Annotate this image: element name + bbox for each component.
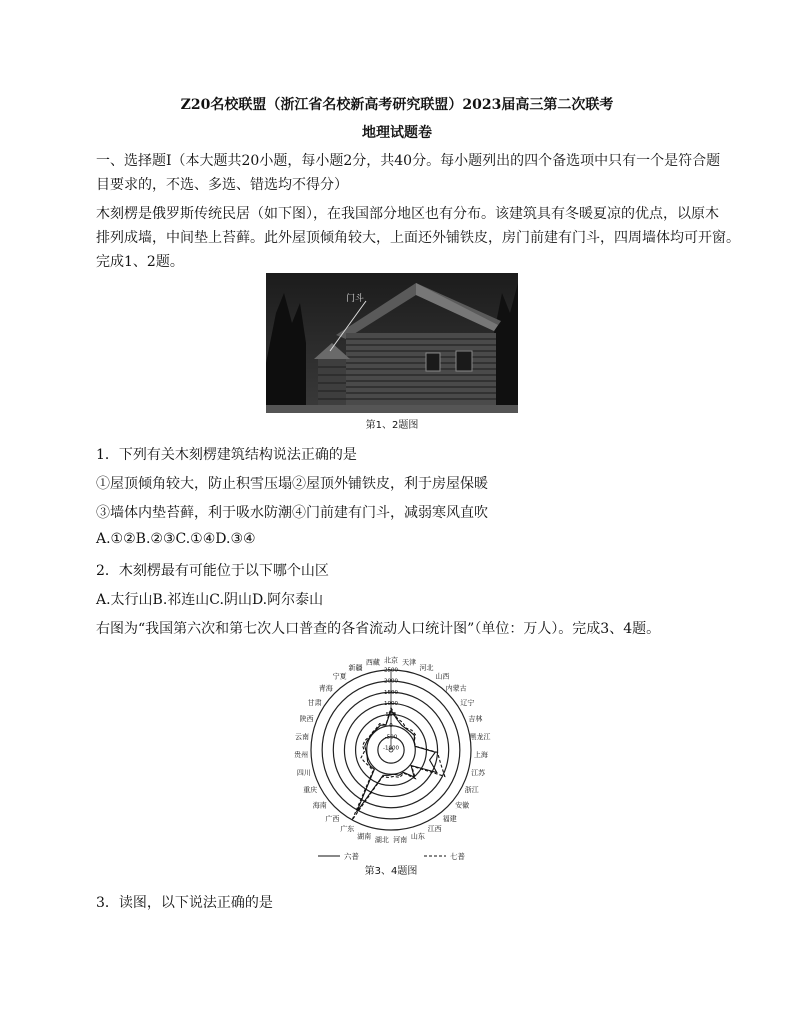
radar-tick-label: 500 <box>385 712 397 719</box>
radar-tick-label: 1000 <box>384 700 398 707</box>
radar-category-label: 甘肃 <box>307 698 322 707</box>
radar-category-label: 天津 <box>402 658 417 667</box>
q3-stem: 3．读图，以下说法正确的是 <box>96 895 273 911</box>
radar-category-label: 贵州 <box>294 751 309 760</box>
radar-category-label: 辽宁 <box>460 698 475 707</box>
radar-category-label: 云南 <box>295 732 309 741</box>
radar-category-label: 福建 <box>442 814 457 823</box>
log-house-illustration <box>266 273 518 413</box>
q1-choices: A.①②B.②③C.①④D.③④ <box>96 531 256 547</box>
radar-category-label: 浙江 <box>464 786 479 795</box>
legend-label: 六普 <box>344 852 359 861</box>
figure1-caption: 第1、2题图 <box>365 420 419 431</box>
section-heading-line2: 目要求的，不选、多选、错选均不得分） <box>96 177 348 193</box>
radar-category-label: 黑龙江 <box>469 732 491 741</box>
passage2-text: 右图为“我国第六次和第七次人口普查的各省流动人口统计图”（单位：万人）。完成3、4题。 <box>96 621 661 637</box>
radar-category-label: 河南 <box>393 836 408 844</box>
radar-category-label: 吉林 <box>468 715 483 724</box>
radar-tick-label: 1500 <box>384 689 398 696</box>
radar-category-label: 安徽 <box>455 801 470 810</box>
log-house-photo <box>266 273 518 413</box>
radar-category-label: 河北 <box>419 663 434 672</box>
radar-category-label: 上海 <box>473 751 488 760</box>
radar-category-label: 西藏 <box>365 658 380 667</box>
q2-choices: A.太行山B.祁连山C.阴山D.阿尔泰山 <box>96 592 324 608</box>
q1-options-line2: ③墙体内垫苔藓，利于吸水防潮④门前建有门斗，减弱寒风直吹 <box>96 505 488 521</box>
porch-label: 门斗 <box>346 294 365 304</box>
radar-category-label: 宁夏 <box>332 672 347 681</box>
radar-category-label: 湖北 <box>374 836 389 844</box>
radar-category-label: 北京 <box>384 656 398 665</box>
radar-category-label: 新疆 <box>348 663 363 672</box>
radar-category-label: 山西 <box>435 672 450 681</box>
passage1-line2: 排列成墙，中间垫上苔藓。此外屋顶倾角较大，上面还外铺铁皮，房门前建有门斗，四周墙体均可开窗。 <box>96 230 740 246</box>
radar-category-label: 江苏 <box>471 769 486 778</box>
population-radar-chart <box>256 646 526 876</box>
radar-category-label: 湖南 <box>357 832 372 841</box>
q2-stem: 2．木刻楞最有可能位于以下哪个山区 <box>96 563 329 579</box>
q1-stem: 1．下列有关木刻楞建筑结构说法正确的是 <box>96 447 357 463</box>
passage1-line3: 完成1、2题。 <box>96 254 184 270</box>
passage1-line1: 木刻楞是俄罗斯传统民居（如下图），在我国部分地区也有分布。该建筑具有冬暖夏凉的优点，以原木 <box>96 206 719 222</box>
section-heading-line1: 一、选择题Ⅰ（本大题共20小题，每小题2分，共40分。每小题列出的四个备选项中只有一个是符合题 <box>96 153 721 169</box>
radar-category-label: 广西 <box>325 814 340 823</box>
q1-options-line1: ①屋顶倾角较大，防止积雪压塌②屋顶外铺铁皮，利于房屋保暖 <box>96 476 488 492</box>
radar-category-label: 陕西 <box>299 715 314 724</box>
radar-tick-label: 2000 <box>384 678 398 685</box>
legend-label: 七普 <box>450 852 465 861</box>
radar-category-label: 四川 <box>296 769 311 778</box>
radar-tick-label: 2500 <box>384 667 398 674</box>
radar-category-label: 江西 <box>427 825 442 834</box>
radar-tick-label: 0 <box>389 723 393 730</box>
radar-tick-label: -500 <box>384 734 398 741</box>
radar-category-label: 重庆 <box>303 786 318 795</box>
figure2-caption: 第3、4题图 <box>364 866 418 877</box>
radar-category-label: 海南 <box>312 801 327 810</box>
radar-category-label: 内蒙古 <box>445 684 467 693</box>
page-title: Z20名校联盟（浙江省名校新高考研究联盟）2023届高三第二次联考 <box>180 97 614 113</box>
radar-category-label: 广东 <box>340 825 355 834</box>
page-subtitle: 地理试题卷 <box>362 125 432 141</box>
radar-category-label: 青海 <box>318 684 333 693</box>
radar-tick-label: -1000 <box>383 745 399 752</box>
radar-category-label: 山东 <box>410 832 425 841</box>
